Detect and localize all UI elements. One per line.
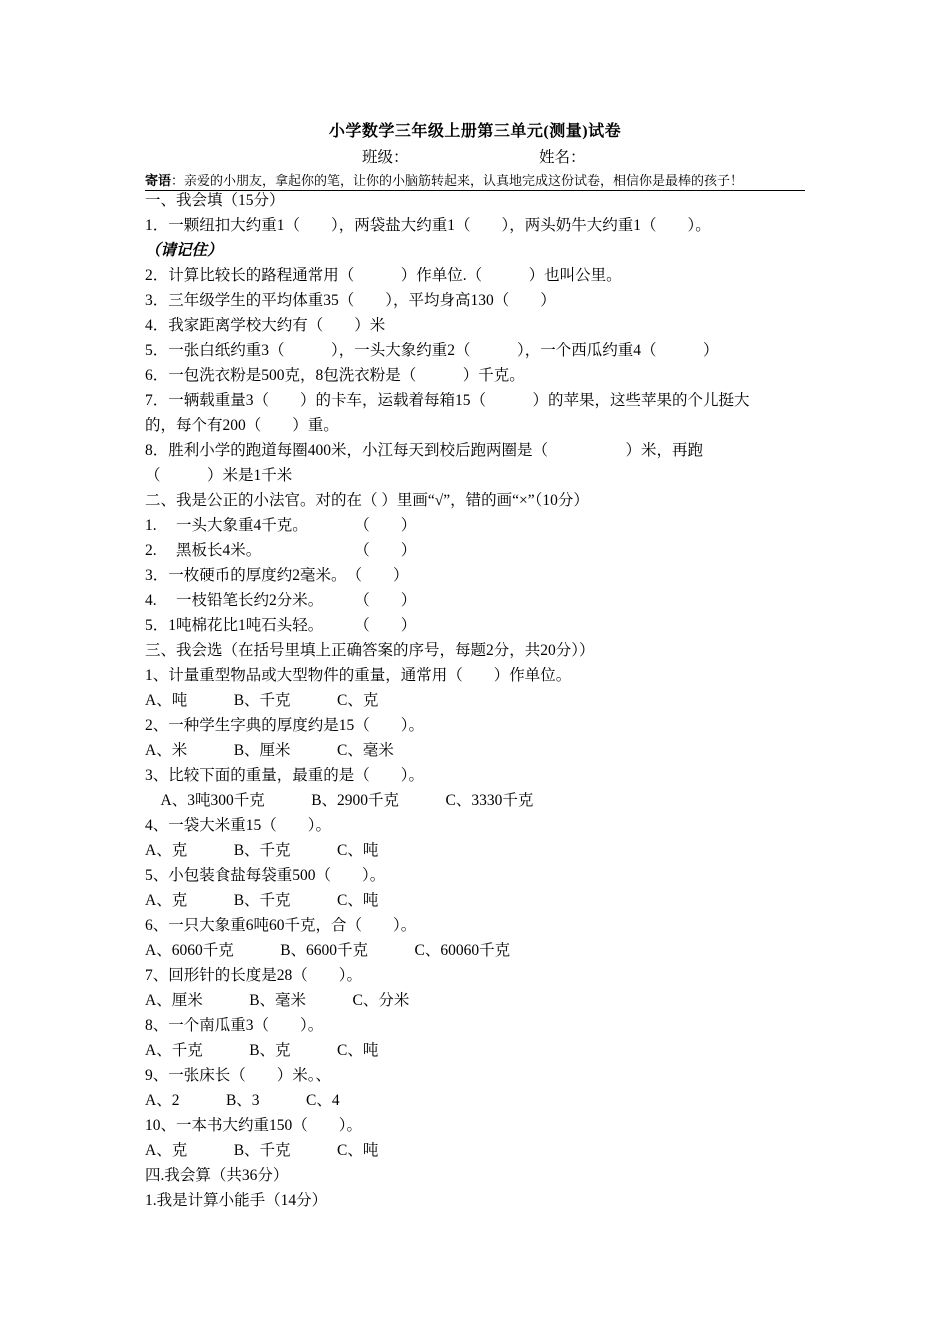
choice-options: A、3吨300千克 B、2900千克 C、3330千克	[145, 792, 534, 809]
greeting-body: ：亲爱的小朋友，拿起你的笔，让你的小脑筋转起来，认真地完成这份试卷，相信你是最棒的孩子！	[171, 173, 744, 188]
choice-question: 8、一个南瓜重3（ ）。	[145, 1017, 324, 1034]
remember-note: （请记住）	[145, 242, 223, 259]
judge-item: 1. 一头大象重4千克。 （ ）	[145, 517, 417, 534]
greeting-head: 寄语	[145, 173, 172, 188]
choice-question: 1、计量重型物品或大型物件的重量，通常用（ ）作单位。	[145, 667, 572, 684]
question-line: 5．一张白纸约重3（ ），一头大象约重2（ ），一个西瓜约重4（ ）	[145, 342, 719, 359]
choice-question: 9、一张床长（ ）米。、	[145, 1067, 332, 1084]
judge-item: 2. 黑板长4米。 （ ）	[145, 542, 417, 559]
choice-question: 4、一袋大米重15（ ）。	[145, 817, 332, 834]
choice-options: A、米 B、厘米 C、毫米	[145, 742, 394, 759]
choice-question: 7、回形针的长度是28（ ）。	[145, 967, 363, 984]
choice-options: A、克 B、千克 C、吨	[145, 842, 379, 859]
judge-item: 4. 一枝铅笔长约2分米。 （ ）	[145, 592, 417, 609]
question-line: 6．一包洗衣粉是500克，8包洗衣粉是（ ）千克。	[145, 367, 525, 384]
choice-options: A、6060千克 B、6600千克 C、60060千克	[145, 942, 511, 959]
question-line: 1．一颗纽扣大约重1（ ），两袋盐大约重1（ ），两头奶牛大约重1（ ）。	[145, 217, 711, 234]
question-line: 2．计算比较长的路程通常用（ ）作单位.（ ）也叫公里。	[145, 267, 622, 284]
choice-options: A、2 B、3 C、4	[145, 1092, 340, 1109]
choice-question: 3、比较下面的重量，最重的是（ ）。	[145, 767, 425, 784]
choice-options: A、克 B、千克 C、吨	[145, 1142, 379, 1159]
greeting-note	[145, 170, 805, 191]
choice-options: A、千克 B、克 C、吨	[145, 1042, 379, 1059]
section-4-heading: 四.我会算（共36分）	[145, 1167, 289, 1184]
judge-item: 3．一枚硬币的厚度约2毫米。 （ ）	[145, 567, 409, 584]
choice-question: 2、一种学生字典的厚度约是15（ ）。	[145, 717, 425, 734]
section-2-heading: 二、我是公正的小法官。对的在（ ）里画“√”，错的画“×”（10分）	[145, 492, 589, 509]
question-line: 3．三年级学生的平均体重35（ ），平均身高130（ ）	[145, 292, 556, 309]
question-line: （ ）米是1千米	[145, 467, 293, 484]
question-line: 8．胜利小学的跑道每圈400米，小江每天到校后跑两圈是（ ）米，再跑	[145, 442, 704, 459]
choice-question: 6、一只大象重6吨60千克，合（ ）。	[145, 917, 417, 934]
question-line: 4．我家距离学校大约有（ ）米	[145, 317, 386, 334]
choice-options: A、克 B、千克 C、吨	[145, 892, 379, 909]
choice-options: A、吨 B、千克 C、克	[145, 692, 379, 709]
choice-question: 10、一本书大约重150（ ）。	[145, 1117, 363, 1134]
name-label: 姓名：	[539, 149, 586, 166]
judge-item: 5．1吨棉花比1吨石头轻。 （ ）	[145, 617, 417, 634]
class-label: 班级：	[362, 149, 409, 166]
question-line: 的，每个有200（ ）重。	[145, 417, 339, 434]
section-1-heading: 一、我会填（15分）	[145, 192, 285, 209]
choice-options: A、厘米 B、毫米 C、分米	[145, 992, 410, 1009]
choice-question: 5、小包装食盐每袋重500（ ）。	[145, 867, 386, 884]
page-title: 小学数学三年级上册第三单元(测量)试卷	[328, 123, 622, 140]
subsection-heading: 1.我是计算小能手（14分）	[145, 1192, 328, 1209]
section-3-heading: 三、我会选（在括号里填上正确答案的序号，每题2分，共20分））	[145, 642, 595, 659]
question-line: 7．一辆载重量3（ ）的卡车，运载着每箱15（ ）的苹果，这些苹果的个儿挺大	[145, 392, 750, 409]
